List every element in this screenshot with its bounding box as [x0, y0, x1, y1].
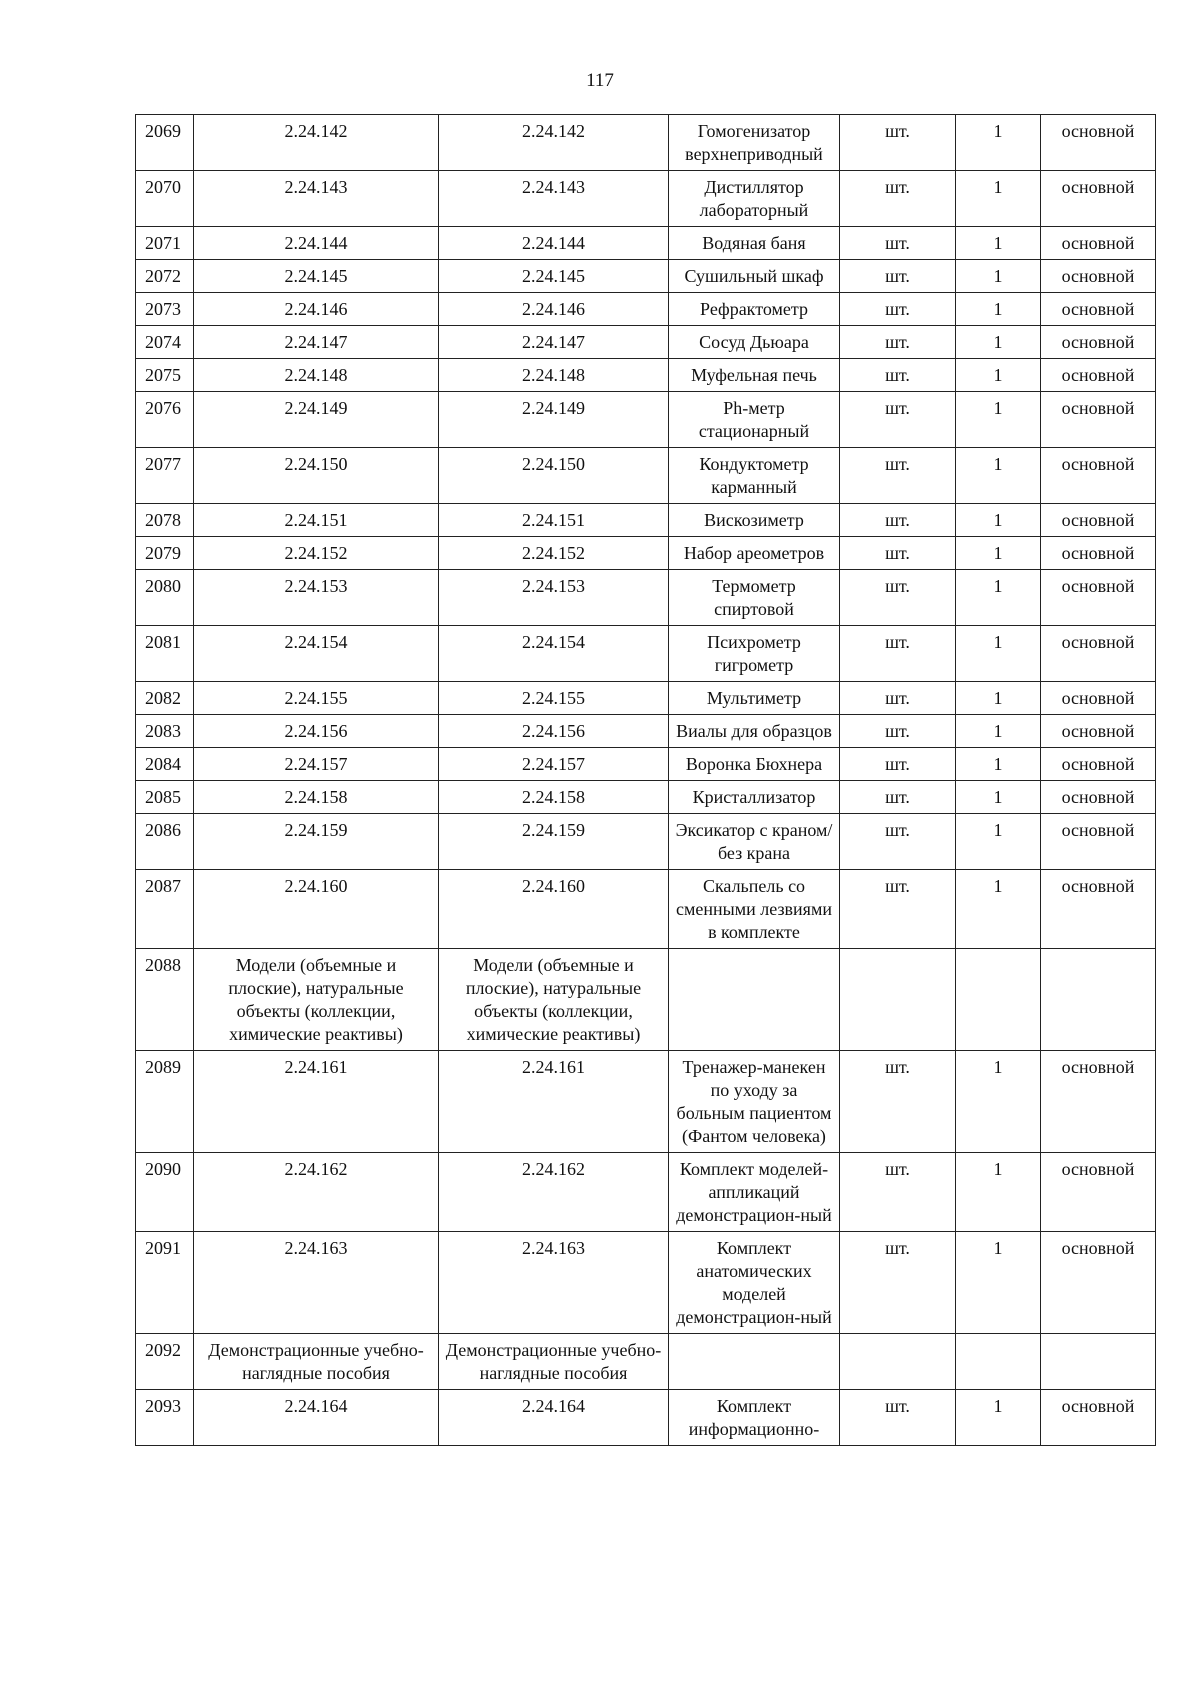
code-cell: 2.24.164 — [194, 1390, 439, 1446]
quantity-cell: 1 — [956, 1232, 1041, 1334]
row-number: 2093 — [136, 1390, 194, 1446]
unit-cell — [840, 1334, 956, 1390]
type-cell: основной — [1041, 115, 1156, 171]
code-cell: 2.24.144 — [439, 227, 669, 260]
row-number: 2077 — [136, 448, 194, 504]
equipment-table-body — [136, 115, 1156, 1446]
row-number: 2083 — [136, 715, 194, 748]
code-cell: 2.24.160 — [439, 870, 669, 949]
quantity-cell: 1 — [956, 570, 1041, 626]
unit-cell: шт. — [840, 227, 956, 260]
code-cell: 2.24.160 — [194, 870, 439, 949]
code-cell: 2.24.153 — [439, 570, 669, 626]
quantity-cell: 1 — [956, 293, 1041, 326]
type-cell: основной — [1041, 1153, 1156, 1232]
type-cell: основной — [1041, 626, 1156, 682]
row-number: 2070 — [136, 171, 194, 227]
unit-cell: шт. — [840, 537, 956, 570]
code-cell: 2.24.159 — [439, 814, 669, 870]
table-row — [136, 171, 1156, 227]
type-cell: основной — [1041, 359, 1156, 392]
quantity-cell: 1 — [956, 326, 1041, 359]
type-cell: основной — [1041, 227, 1156, 260]
table-row — [136, 1051, 1156, 1153]
row-number: 2088 — [136, 949, 194, 1051]
code-cell: 2.24.157 — [194, 748, 439, 781]
code-cell: 2.24.158 — [194, 781, 439, 814]
code-cell: 2.24.151 — [194, 504, 439, 537]
equipment-table — [135, 114, 1156, 1446]
code-cell: 2.24.154 — [439, 626, 669, 682]
quantity-cell: 1 — [956, 537, 1041, 570]
code-cell: 2.24.146 — [194, 293, 439, 326]
code-cell: 2.24.161 — [439, 1051, 669, 1153]
item-name-cell: Виалы для образцов — [669, 715, 840, 748]
table-row — [136, 392, 1156, 448]
item-name-cell — [669, 949, 840, 1051]
code-cell: 2.24.147 — [439, 326, 669, 359]
table-row — [136, 570, 1156, 626]
code-cell: 2.24.150 — [439, 448, 669, 504]
type-cell: основной — [1041, 326, 1156, 359]
unit-cell: шт. — [840, 448, 956, 504]
type-cell: основной — [1041, 1390, 1156, 1446]
type-cell: основной — [1041, 171, 1156, 227]
quantity-cell: 1 — [956, 626, 1041, 682]
row-number: 2073 — [136, 293, 194, 326]
code-cell: 2.24.142 — [439, 115, 669, 171]
code-cell: 2.24.153 — [194, 570, 439, 626]
quantity-cell: 1 — [956, 1051, 1041, 1153]
table-row — [136, 626, 1156, 682]
type-cell: основной — [1041, 448, 1156, 504]
row-number: 2074 — [136, 326, 194, 359]
unit-cell: шт. — [840, 1232, 956, 1334]
code-cell: 2.24.145 — [439, 260, 669, 293]
code-cell: 2.24.164 — [439, 1390, 669, 1446]
code-cell: 2.24.162 — [439, 1153, 669, 1232]
quantity-cell: 1 — [956, 115, 1041, 171]
item-name-cell: Набор ареометров — [669, 537, 840, 570]
quantity-cell: 1 — [956, 1390, 1041, 1446]
code-cell: Демонстрационные учебно-наглядные пособия — [194, 1334, 439, 1390]
type-cell: основной — [1041, 392, 1156, 448]
row-number: 2075 — [136, 359, 194, 392]
table-row — [136, 715, 1156, 748]
code-cell: 2.24.145 — [194, 260, 439, 293]
item-name-cell: Ph-метр стационарный — [669, 392, 840, 448]
code-cell: 2.24.148 — [194, 359, 439, 392]
quantity-cell — [956, 949, 1041, 1051]
table-row — [136, 748, 1156, 781]
unit-cell: шт. — [840, 1390, 956, 1446]
code-cell: 2.24.163 — [439, 1232, 669, 1334]
item-name-cell: Дистиллятор лабораторный — [669, 171, 840, 227]
table-row — [136, 504, 1156, 537]
item-name-cell: Вискозиметр — [669, 504, 840, 537]
code-cell: 2.24.144 — [194, 227, 439, 260]
type-cell — [1041, 949, 1156, 1051]
item-name-cell: Эксикатор с краном/без крана — [669, 814, 840, 870]
code-cell: 2.24.147 — [194, 326, 439, 359]
table-row — [136, 682, 1156, 715]
code-cell: 2.24.156 — [439, 715, 669, 748]
unit-cell: шт. — [840, 504, 956, 537]
item-name-cell: Водяная баня — [669, 227, 840, 260]
row-number: 2091 — [136, 1232, 194, 1334]
code-cell: Модели (объемные и плоские), натуральные объекты (коллекции, химические реактивы) — [194, 949, 439, 1051]
type-cell: основной — [1041, 715, 1156, 748]
quantity-cell: 1 — [956, 715, 1041, 748]
item-name-cell: Рефрактометр — [669, 293, 840, 326]
item-name-cell: Скальпель со сменными лезвиями в комплекте — [669, 870, 840, 949]
code-cell: 2.24.161 — [194, 1051, 439, 1153]
item-name-cell — [669, 1334, 840, 1390]
unit-cell: шт. — [840, 814, 956, 870]
row-number: 2071 — [136, 227, 194, 260]
code-cell: 2.24.146 — [439, 293, 669, 326]
table-row — [136, 781, 1156, 814]
quantity-cell: 1 — [956, 260, 1041, 293]
row-number: 2082 — [136, 682, 194, 715]
row-number: 2092 — [136, 1334, 194, 1390]
row-number: 2084 — [136, 748, 194, 781]
code-cell: Модели (объемные и плоские), натуральные объекты (коллекции, химические реактивы) — [439, 949, 669, 1051]
quantity-cell: 1 — [956, 781, 1041, 814]
table-row — [136, 1390, 1156, 1446]
row-number: 2086 — [136, 814, 194, 870]
unit-cell: шт. — [840, 748, 956, 781]
unit-cell: шт. — [840, 260, 956, 293]
code-cell: 2.24.154 — [194, 626, 439, 682]
quantity-cell: 1 — [956, 1153, 1041, 1232]
code-cell: 2.24.150 — [194, 448, 439, 504]
quantity-cell: 1 — [956, 392, 1041, 448]
item-name-cell: Воронка Бюхнера — [669, 748, 840, 781]
item-name-cell: Кондуктометр карманный — [669, 448, 840, 504]
code-cell: 2.24.149 — [194, 392, 439, 448]
unit-cell: шт. — [840, 682, 956, 715]
code-cell: 2.24.156 — [194, 715, 439, 748]
table-row — [136, 227, 1156, 260]
item-name-cell: Муфельная печь — [669, 359, 840, 392]
type-cell: основной — [1041, 870, 1156, 949]
unit-cell: шт. — [840, 359, 956, 392]
quantity-cell: 1 — [956, 682, 1041, 715]
table-row — [136, 814, 1156, 870]
type-cell: основной — [1041, 1051, 1156, 1153]
code-cell: 2.24.142 — [194, 115, 439, 171]
row-number: 2076 — [136, 392, 194, 448]
unit-cell: шт. — [840, 115, 956, 171]
table-row — [136, 1334, 1156, 1390]
item-name-cell: Сушильный шкаф — [669, 260, 840, 293]
table-row — [136, 949, 1156, 1051]
unit-cell: шт. — [840, 392, 956, 448]
code-cell: 2.24.163 — [194, 1232, 439, 1334]
type-cell: основной — [1041, 1232, 1156, 1334]
code-cell: 2.24.152 — [439, 537, 669, 570]
unit-cell: шт. — [840, 1051, 956, 1153]
type-cell: основной — [1041, 781, 1156, 814]
code-cell: 2.24.149 — [439, 392, 669, 448]
table-row — [136, 326, 1156, 359]
table-row — [136, 1232, 1156, 1334]
quantity-cell: 1 — [956, 814, 1041, 870]
code-cell: 2.24.155 — [194, 682, 439, 715]
unit-cell: шт. — [840, 293, 956, 326]
unit-cell: шт. — [840, 326, 956, 359]
code-cell: 2.24.157 — [439, 748, 669, 781]
unit-cell: шт. — [840, 171, 956, 227]
quantity-cell: 1 — [956, 359, 1041, 392]
code-cell: 2.24.162 — [194, 1153, 439, 1232]
type-cell: основной — [1041, 814, 1156, 870]
unit-cell: шт. — [840, 870, 956, 949]
row-number: 2072 — [136, 260, 194, 293]
item-name-cell: Комплект информационно- — [669, 1390, 840, 1446]
row-number: 2069 — [136, 115, 194, 171]
unit-cell: шт. — [840, 715, 956, 748]
row-number: 2087 — [136, 870, 194, 949]
unit-cell: шт. — [840, 570, 956, 626]
row-number: 2078 — [136, 504, 194, 537]
type-cell: основной — [1041, 748, 1156, 781]
item-name-cell: Тренажер-манекен по уходу за больным пациентом (Фантом человека) — [669, 1051, 840, 1153]
item-name-cell: Сосуд Дьюара — [669, 326, 840, 359]
type-cell: основной — [1041, 570, 1156, 626]
type-cell: основной — [1041, 260, 1156, 293]
item-name-cell: Термометр спиртовой — [669, 570, 840, 626]
row-number: 2079 — [136, 537, 194, 570]
table-row — [136, 115, 1156, 171]
table-row — [136, 537, 1156, 570]
item-name-cell: Мультиметр — [669, 682, 840, 715]
quantity-cell: 1 — [956, 171, 1041, 227]
code-cell: 2.24.159 — [194, 814, 439, 870]
item-name-cell: Кристаллизатор — [669, 781, 840, 814]
type-cell: основной — [1041, 537, 1156, 570]
page-number: 117 — [586, 70, 614, 91]
row-number: 2090 — [136, 1153, 194, 1232]
code-cell: 2.24.148 — [439, 359, 669, 392]
quantity-cell: 1 — [956, 504, 1041, 537]
type-cell: основной — [1041, 504, 1156, 537]
code-cell: 2.24.143 — [439, 171, 669, 227]
table-row — [136, 293, 1156, 326]
row-number: 2080 — [136, 570, 194, 626]
type-cell: основной — [1041, 293, 1156, 326]
code-cell: 2.24.151 — [439, 504, 669, 537]
type-cell: основной — [1041, 682, 1156, 715]
table-row — [136, 359, 1156, 392]
table-row — [136, 448, 1156, 504]
code-cell: 2.24.158 — [439, 781, 669, 814]
quantity-cell: 1 — [956, 870, 1041, 949]
item-name-cell: Психрометр гигрометр — [669, 626, 840, 682]
quantity-cell: 1 — [956, 227, 1041, 260]
unit-cell: шт. — [840, 626, 956, 682]
quantity-cell: 1 — [956, 748, 1041, 781]
code-cell: Демонстрационные учебно-наглядные пособия — [439, 1334, 669, 1390]
code-cell: 2.24.155 — [439, 682, 669, 715]
code-cell: 2.24.152 — [194, 537, 439, 570]
type-cell — [1041, 1334, 1156, 1390]
table-row — [136, 870, 1156, 949]
row-number: 2089 — [136, 1051, 194, 1153]
unit-cell: шт. — [840, 781, 956, 814]
quantity-cell: 1 — [956, 448, 1041, 504]
item-name-cell: Комплект моделей-аппликаций демонстрацион-ный — [669, 1153, 840, 1232]
row-number: 2085 — [136, 781, 194, 814]
item-name-cell: Комплект анатомических моделей демонстрацион-ный — [669, 1232, 840, 1334]
table-row — [136, 260, 1156, 293]
table-row — [136, 1153, 1156, 1232]
quantity-cell — [956, 1334, 1041, 1390]
item-name-cell: Гомогенизатор верхнеприводный — [669, 115, 840, 171]
unit-cell — [840, 949, 956, 1051]
unit-cell: шт. — [840, 1153, 956, 1232]
row-number: 2081 — [136, 626, 194, 682]
code-cell: 2.24.143 — [194, 171, 439, 227]
